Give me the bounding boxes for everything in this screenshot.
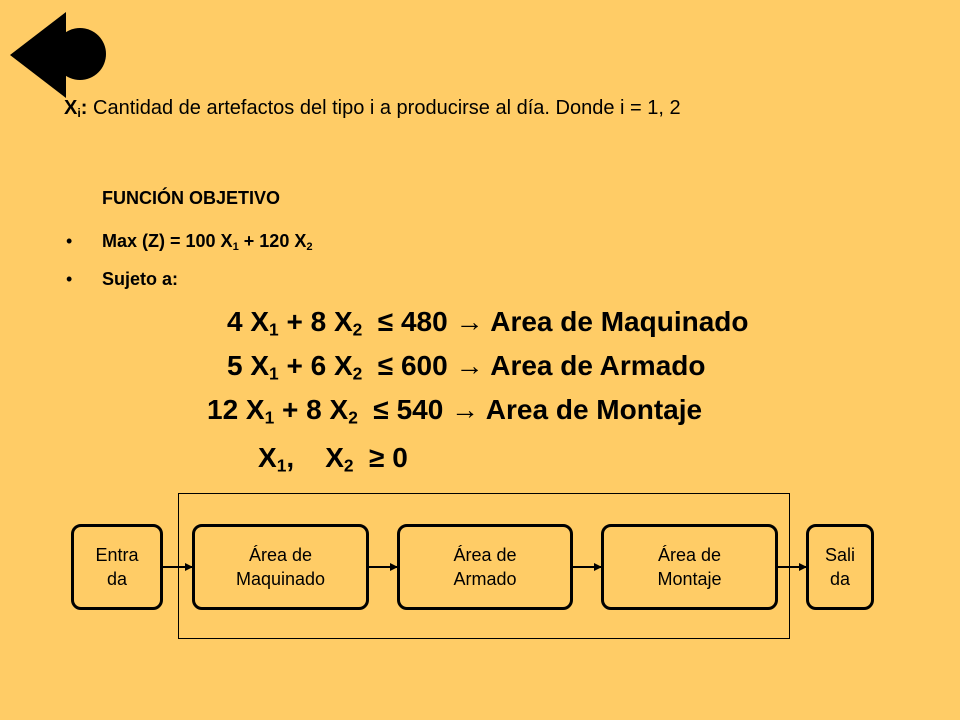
bullet-icon: • xyxy=(66,269,73,289)
node-maquinado: Área de Maquinado xyxy=(192,524,369,610)
objective-function: • Max (Z) = 100 $X_1 + 120$ $X_2$ xyxy=(66,231,313,253)
node-montaje: Área de Montaje xyxy=(601,524,778,610)
node-entrada: Entra da xyxy=(71,524,163,610)
node-armado: Área de Armado xyxy=(397,524,573,610)
variable-definition: $X_i$: Cantidad de artefactos del tipo i a producirse al día. Donde i = 1, 2 xyxy=(64,97,681,121)
constraint-maquinado: 4 $X_1 + 8$ $X_2 \le 480$ → Area de Maquinado xyxy=(227,306,749,340)
bullet-icon: • xyxy=(66,231,73,251)
objective-title: FUNCIÓN OBJETIVO xyxy=(102,188,281,208)
node-salida: Sali da xyxy=(806,524,874,610)
constraint-armado: 5 $X_1 + 6$ $X_2 \le 600$ → Area de Armado xyxy=(227,350,706,384)
non-negativity: $X_1$, $X_2 \ge 0$ xyxy=(258,442,408,476)
constraint-montaje: 12 $X_1 + 8$ $X_2 \le 540$ → Area de Montaje xyxy=(207,394,703,428)
subject-to: • Sujeto a: xyxy=(66,269,179,289)
back-arrow-dot-icon[interactable] xyxy=(10,12,106,98)
